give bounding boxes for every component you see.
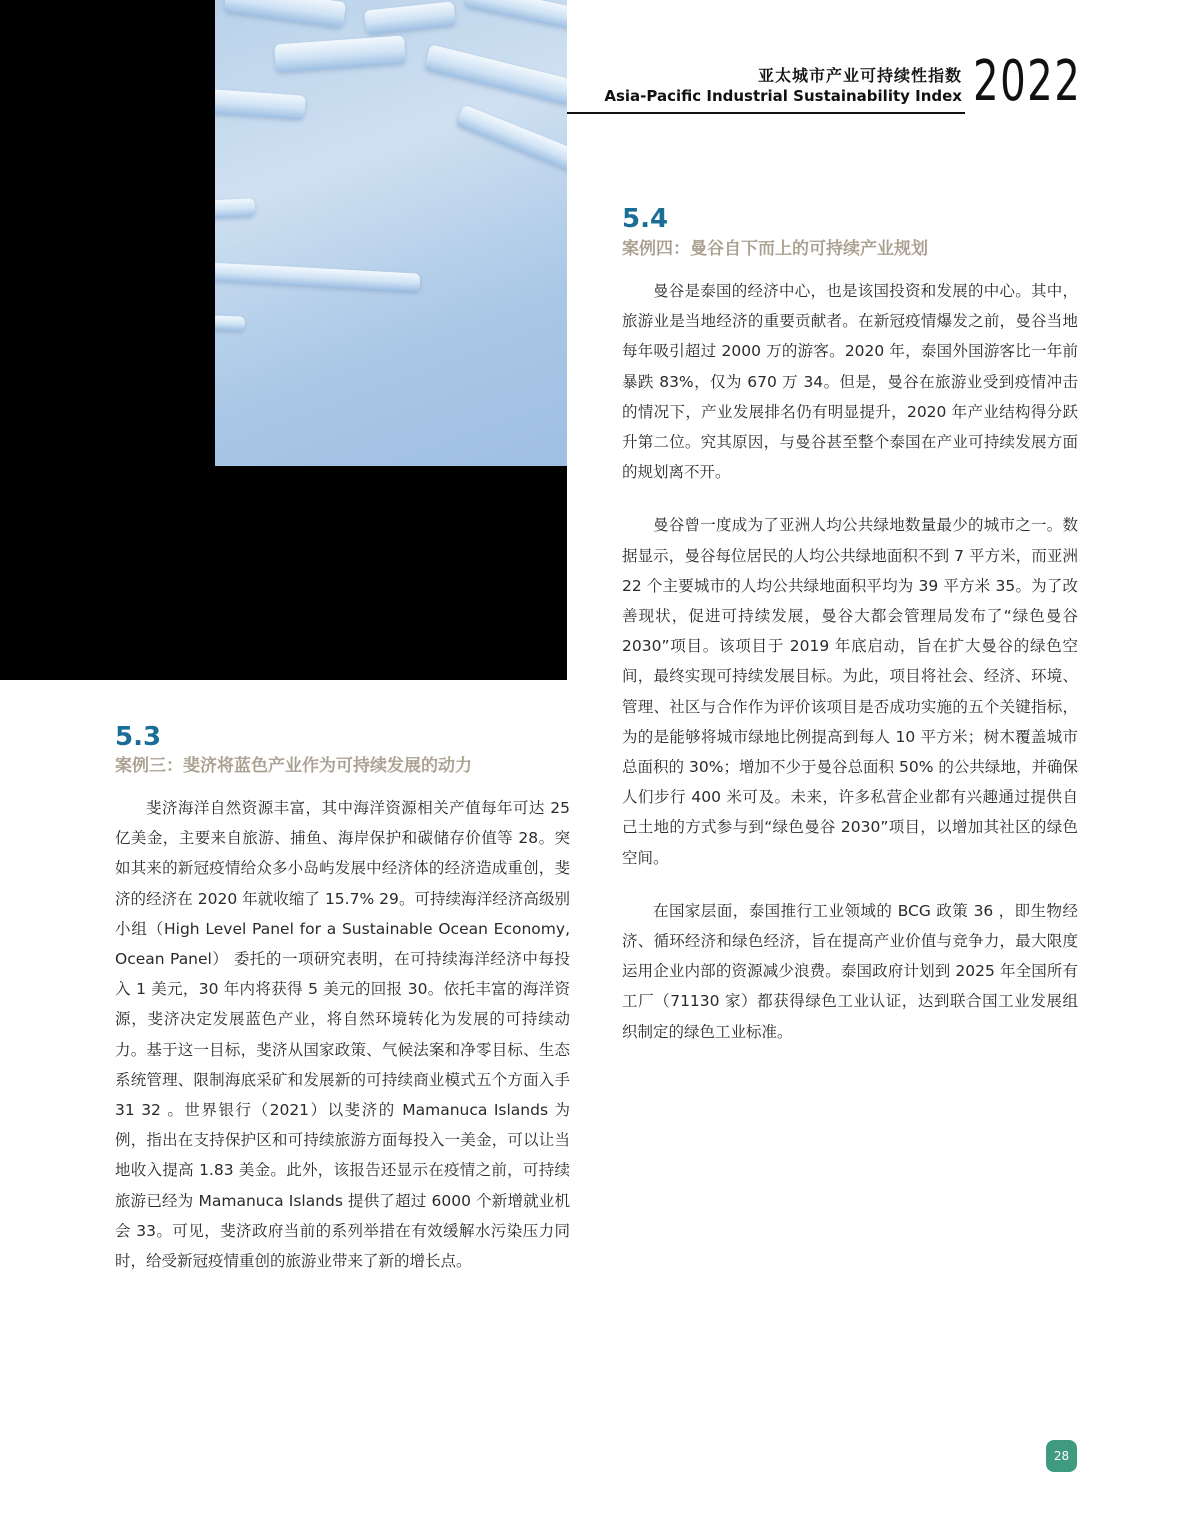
section-5-3-number: 5.3 <box>115 722 162 752</box>
paragraph: 斐济海洋自然资源丰富，其中海洋资源相关产值每年可达 25 亿美金，主要来自旅游、捕鱼、海岸保护和碳储存价值等 28。突如其来的新冠疫情给众多小岛屿发展中经济体的经济造成重创，斐济的经济在 2020 年就收缩了 15.7% 29。可持续海洋经济高级别小组（High Level Panel for a Sustainable Ocean Economy, Ocean Panel） 委托的一项研究表明，在可持续海洋经济中每投入 1 美元，30 年内将获得 5 美元的回报 30。依托丰富的海洋资源，斐济决定发展蓝色产业，将自然环境转化为发展的可持续动力。基于这一目标，斐济从国家政策、气候法案和净零目标、生态系统管理、限制海底采矿和发展新的可持续商业模式五个方面入手 31 32 。世界银行（2021）以斐济的 Mamanuca Islands 为例，指出在支持保护区和可持续旅游方面每投入一美金，可以让当地收入提高 1.83 美金。此外，该报告还显示在疫情之前，可持续旅游已经为 Mamanuca Islands 提供了超过 6000 个新增就业机会 33。可见，斐济政府当前的系列举措在有效缓解水污染压力同时，给受新冠疫情重创的旅游业带来了新的增长点。 <box>115 799 570 1271</box>
paragraph: 曼谷是泰国的经济中心，也是该国投资和发展的中心。其中，旅游业是当地经济的重要贡献者。在新冠疫情爆发之前，曼谷当地每年吸引超过 2000 万的游客。2020 年，泰国外国游客比一年前暴跌 83%，仅为 670 万 34。但是，曼谷在旅游业受到疫情冲击的情况下，产业发展排名仍有明显提升，2020 年产业结构得分跃升第二位。究其原因，与曼谷甚至整个泰国在产业可持续发展方面的规划离不开。 <box>622 282 1078 482</box>
pills-photo <box>215 0 567 466</box>
header-title-cn: 亚太城市产业可持续性指数 <box>757 66 962 85</box>
paragraph: 在国家层面，泰国推行工业领域的 BCG 政策 36 ，即生物经济、循环经济和绿色经济，旨在提高产业价值与竞争力，最大限度运用企业内部的资源减少浪费。泰国政府计划到 2025 年全国所有工厂（71130 家）都获得绿色工业认证，达到联合国工业发展组织制定的绿色工业标准。 <box>622 901 1078 1041</box>
section-5-4-body <box>622 276 1078 1047</box>
section-5-4-title: 案例四：曼谷自下而上的可持续产业规划 <box>622 239 928 259</box>
section-5-3-body <box>115 793 570 1276</box>
page-number: 28 <box>1046 1440 1077 1472</box>
section-5-3-title: 案例三：斐济将蓝色产业作为可持续发展的动力 <box>115 756 472 776</box>
header-title-en: Asia-Pacific Industrial Sustainability Index <box>604 87 962 105</box>
paragraph: 曼谷曾一度成为了亚洲人均公共绿地数量最少的城市之一。数据显示，曼谷每位居民的人均公共绿地面积不到 7 平方米，而亚洲 22 个主要城市的人均公共绿地面积平均为 39 平方米 35。为了改善现状，促进可持续发展，曼谷大都会管理局发布了“绿色曼谷 2030”项目。该项目于 2019 年底启动，旨在扩大曼谷的绿色空间，最终实现可持续发展目标。为此，项目将社会、经济、环境、管理、社区与合作作为评价该项目是否成功实施的五个关键指标，为的是能够将城市绿地比例提高到每人 10 平方米；树木覆盖城市总面积的 30%；增加不少于曼谷总面积 50% 的公共绿地，并确保人们步行 400 米可及。未来，许多私营企业都有兴趣通过提供自己土地的方式参与到“绿色曼谷 2030”项目，以增加其社区的绿色空间。 <box>622 516 1078 867</box>
header-divider <box>567 112 965 114</box>
header-year: 2022 <box>973 49 1082 114</box>
section-5-4-number: 5.4 <box>622 204 669 234</box>
